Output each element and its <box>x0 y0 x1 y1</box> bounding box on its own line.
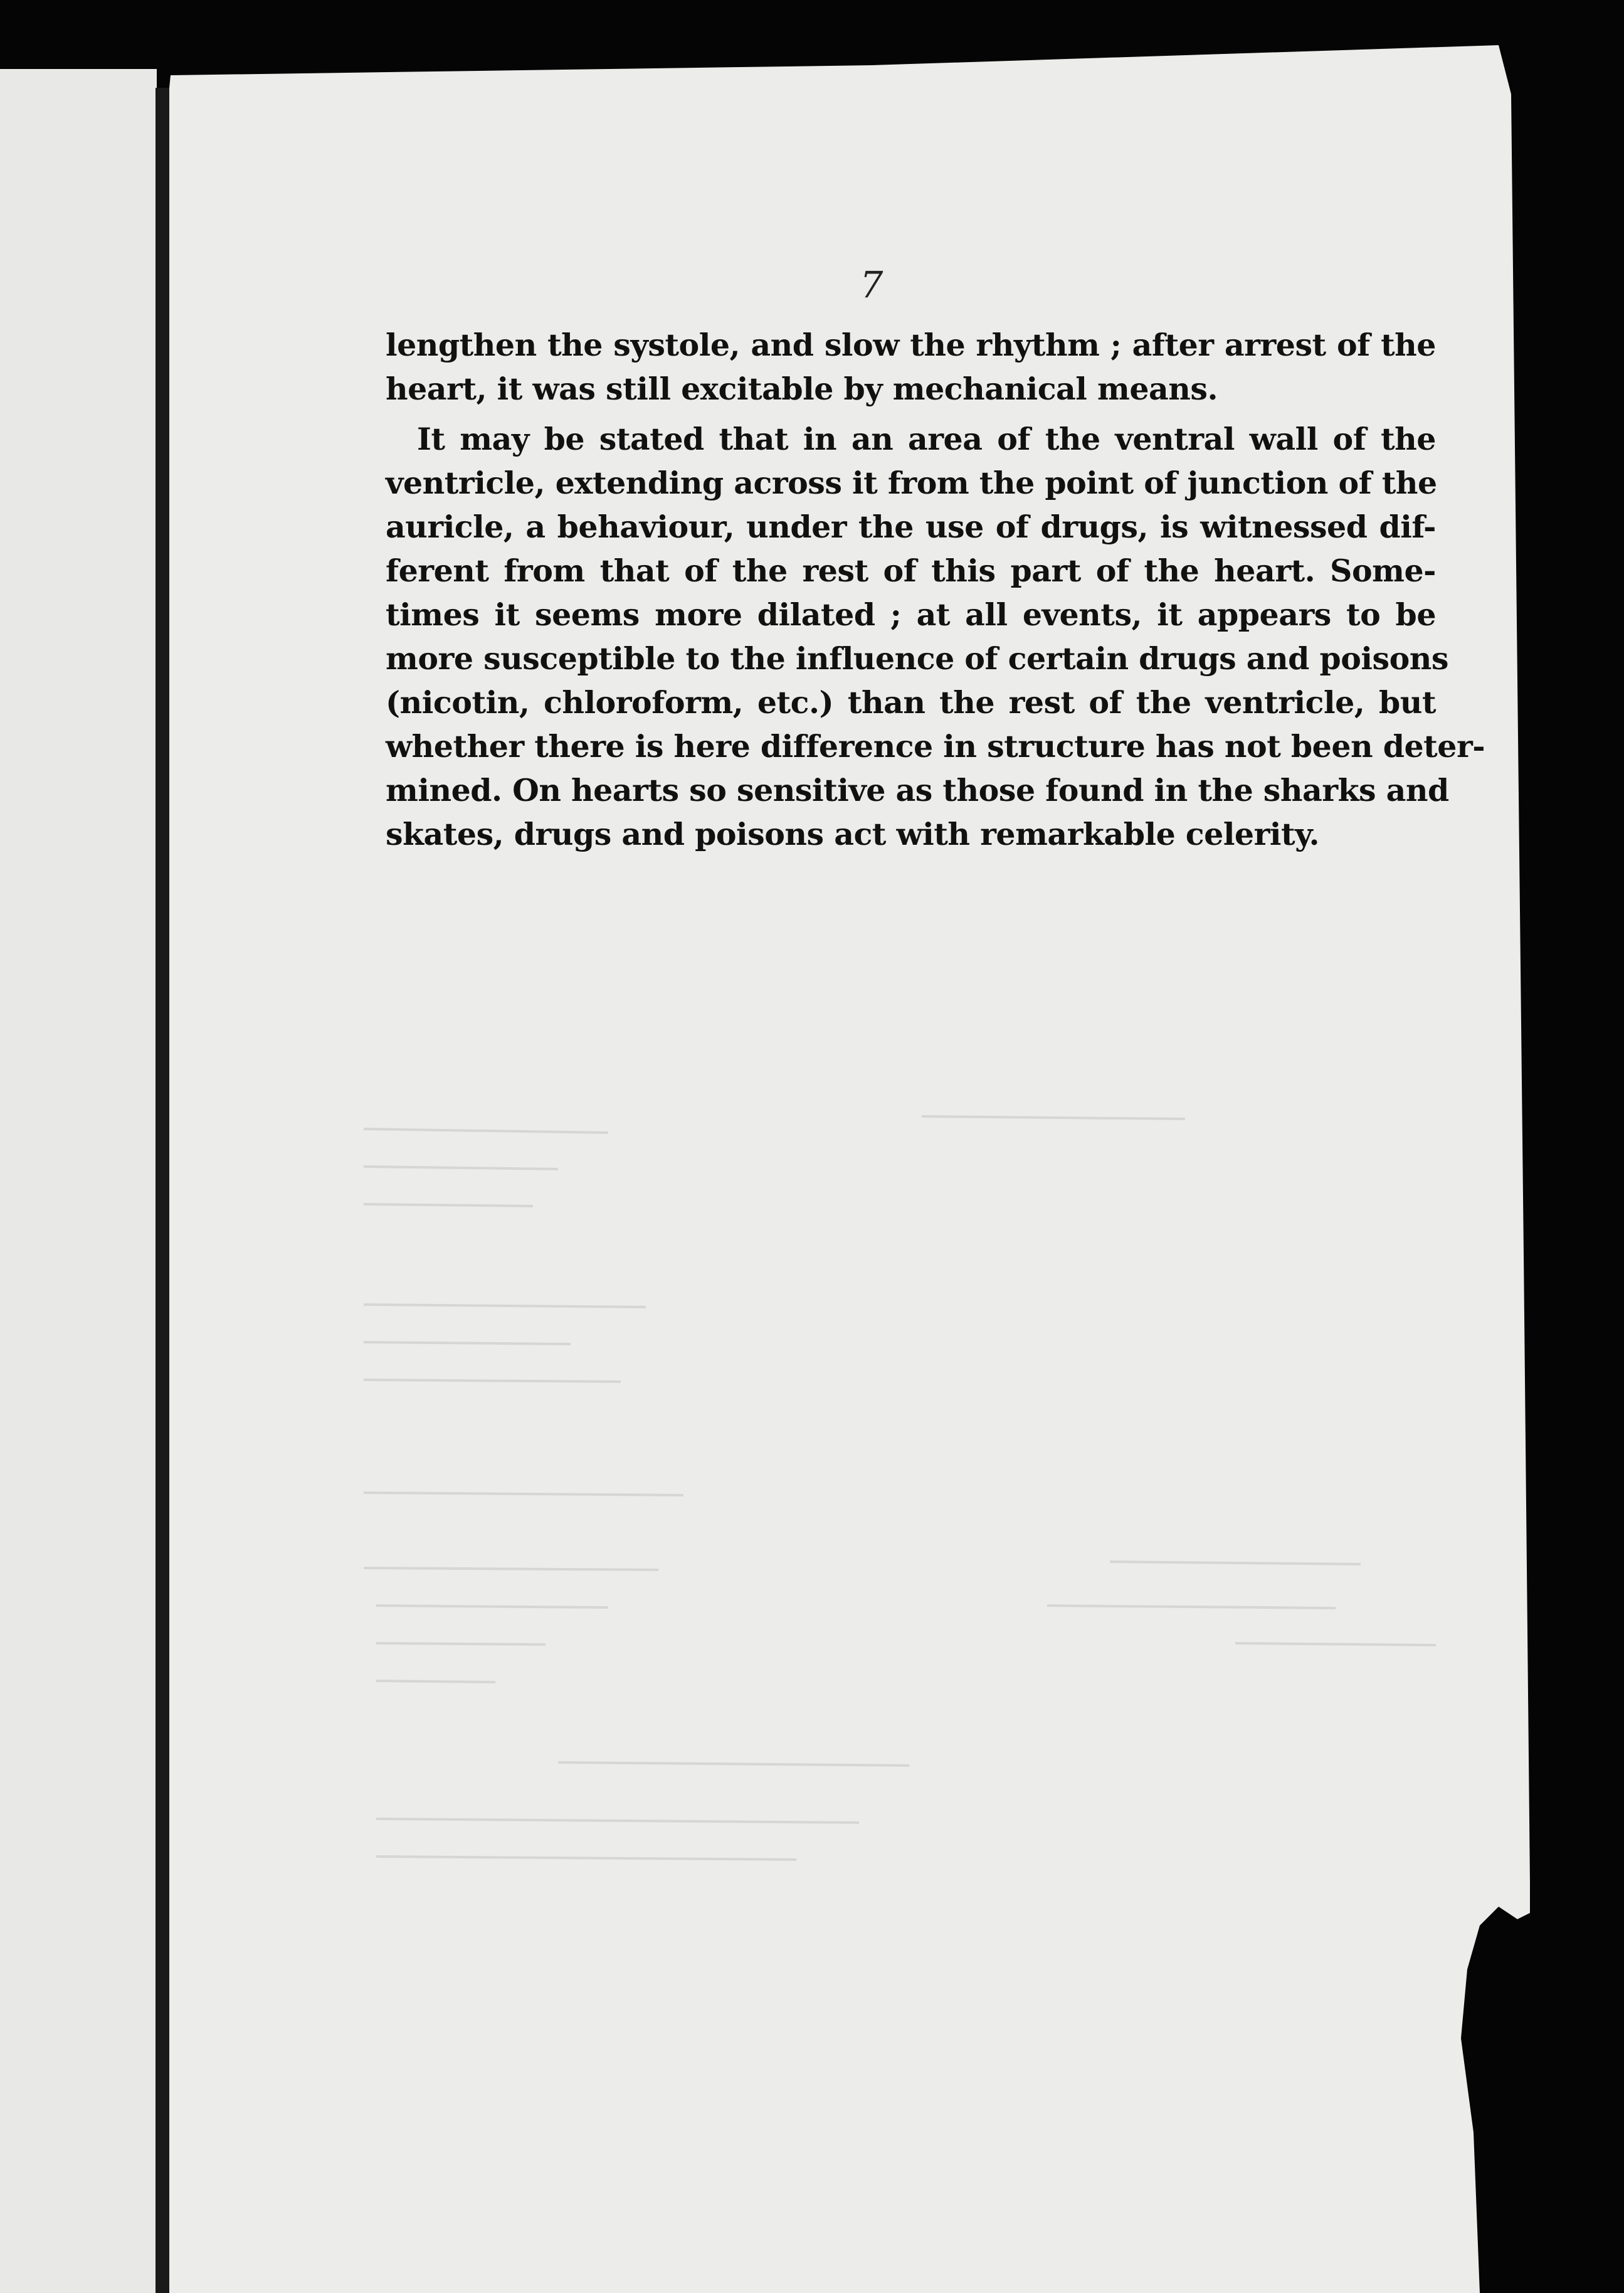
text-line: It may be stated that in an area of the ventral wall of the <box>417 421 1436 457</box>
text-line: more susceptible to the influence of certain drugs and poisons <box>386 640 1448 677</box>
text-line: skates, drugs and poisons act with remarkable celerity. <box>386 816 1320 852</box>
text-line: mined. On hearts so sensitive as those found in the sharks and <box>386 772 1449 808</box>
text-line: ferent from that of the rest of this part of the heart. Some- <box>386 553 1436 589</box>
text-line: (nicotin, chloroform, etc.) than the rest of the ventricle, but <box>386 684 1436 721</box>
page-number: 7 <box>860 263 883 306</box>
document-page <box>169 0 1624 2293</box>
text-line: lengthen the systole, and slow the rhythm ; after arrest of the <box>386 327 1436 363</box>
left-page-edge <box>0 69 157 2293</box>
text-line: whether there is here difference in structure has not been deter- <box>386 728 1485 765</box>
text-line: times it seems more dilated ; at all events, it appears to be <box>386 596 1436 633</box>
text-line: heart, it was still excitable by mechanical means. <box>386 371 1218 407</box>
paragraph-2 <box>386 417 1485 856</box>
text-line: auricle, a behaviour, under the use of drugs, is witnessed dif- <box>386 509 1436 545</box>
body-text <box>386 323 1485 862</box>
text-line: ventricle, extending across it from the point of junction of the <box>386 465 1437 501</box>
book-gutter <box>156 88 169 2293</box>
paragraph-1 <box>386 323 1436 411</box>
